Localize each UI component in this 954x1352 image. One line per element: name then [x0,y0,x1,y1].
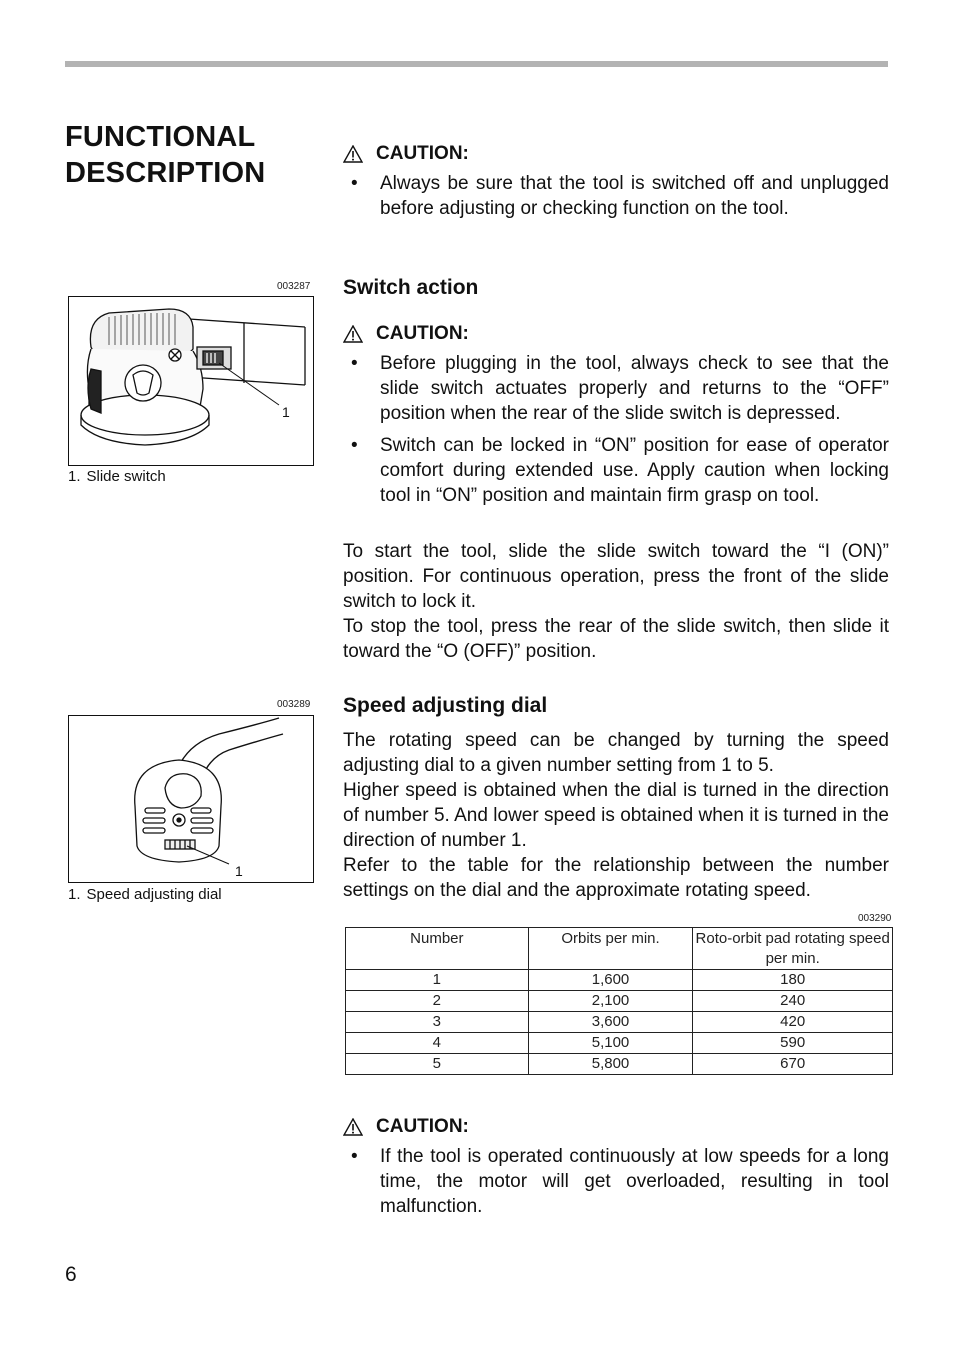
table-header-cell: Orbits per min. [528,928,693,970]
table-cell: 670 [693,1054,893,1075]
table-cell: 5,800 [528,1054,693,1075]
speed-table [345,927,893,1075]
caution-label: CAUTION: [376,323,469,344]
figure-caption-switch [68,468,166,485]
table-header-cell: Roto-orbit pad rotating speed per min. [693,928,893,970]
page-number: 6 [65,1263,77,1286]
speed-dial-heading: Speed adjusting dial [343,694,548,717]
table-cell: 240 [693,991,893,1012]
caution-heading-final [343,1115,469,1139]
figure-code-switch: 003287 [277,281,311,292]
speed-dial-paragraph-1: The rotating speed can be changed by turning the speed adjusting dial to a given number setting from 1 to 5. [343,730,889,776]
switch-caution-list [343,351,889,508]
switch-caution-item: • Switch can be locked in “ON” position for ease of operator comfort during extended use. Apply caution when locking tool in “ON” position and maintain firm grasp on tool. [343,433,889,508]
table-cell: 2 [346,991,529,1012]
intro-caution-item: • Always be sure that the tool is switched off and unplugged before adjusting or checking function on the tool. [343,171,889,221]
figure-callout-dial: 1 [235,863,243,879]
table-cell: 5 [346,1054,529,1075]
table-row [346,1054,893,1075]
caution-heading-intro [343,142,469,166]
table-row [346,970,893,991]
table-cell: 180 [693,970,893,991]
figure-code-dial: 003289 [277,699,311,710]
table-row [346,991,893,1012]
warning-triangle-icon [343,325,363,343]
caption-text: Speed adjusting dial [86,886,222,903]
header-rule [65,61,888,67]
page-title-line-1: FUNCTIONAL [65,121,256,153]
table-row [346,1033,893,1054]
table-cell: 420 [693,1012,893,1033]
figure-caption-dial [68,886,222,903]
speed-dial-paragraph-3: Refer to the table for the relationship between the number settings on the dial and the approximate rotating speed. [343,855,889,901]
speed-dial-illustration [69,716,313,882]
switch-stop-paragraph: To stop the tool, press the rear of the slide switch, then slide it toward the “O (OFF)” position. [343,616,889,662]
figure-callout-switch: 1 [282,404,290,420]
figure-speed-dial [68,715,314,883]
caption-number: 1. [68,468,81,485]
table-cell: 2,100 [528,991,693,1012]
caution-label: CAUTION: [376,1116,469,1137]
figure-slide-switch [68,296,314,466]
caution-heading-switch [343,322,469,346]
intro-caution-list [343,171,889,221]
table-cell: 590 [693,1033,893,1054]
final-caution-list [343,1144,889,1219]
caption-text: Slide switch [86,468,166,485]
sander-switch-illustration [69,297,313,465]
switch-start-paragraph: To start the tool, slide the slide switch toward the “I (ON)” position. For continuous operation, press the front of the slide switch to lock it. [343,541,889,612]
caution-label: CAUTION: [376,143,469,164]
table-cell: 1 [346,970,529,991]
page-title-line-2: DESCRIPTION [65,157,266,189]
table-cell: 4 [346,1033,529,1054]
table-header-row [346,928,893,970]
final-caution-item: • If the tool is operated continuously at low speeds for a long time, the motor will get overloaded, resulting in tool malfunction. [343,1144,889,1219]
switch-caution-item: • Before plugging in the tool, always check to see that the slide switch actuates properly and returns to the “OFF” position when the rear of the slide switch is depressed. [343,351,889,426]
page-title [65,119,325,191]
figure-code-table: 003290 [858,913,892,924]
switch-action-heading: Switch action [343,276,479,299]
table-cell: 1,600 [528,970,693,991]
table-cell: 5,100 [528,1033,693,1054]
table-row [346,1012,893,1033]
table-header-cell: Number [346,928,529,970]
speed-dial-paragraph-2: Higher speed is obtained when the dial is turned in the direction of number 5. And lower speed is obtained when it is turned in the direction of number 1. [343,780,889,851]
table-cell: 3,600 [528,1012,693,1033]
warning-triangle-icon [343,1118,363,1136]
warning-triangle-icon [343,145,363,163]
caption-number: 1. [68,886,81,903]
table-cell: 3 [346,1012,529,1033]
